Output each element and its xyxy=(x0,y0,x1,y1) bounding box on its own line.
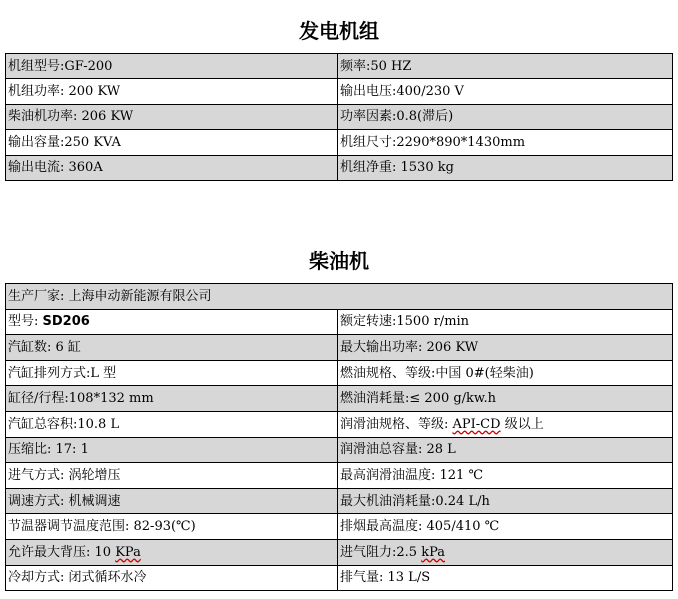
spec-cell: 节温器调节温度范围: 82-93(℃) xyxy=(6,514,338,540)
lube-grade-value: API-CD xyxy=(452,416,501,432)
spec-cell: 冷却方式: 闭式循环水冷 xyxy=(6,565,338,591)
spec-cell: 燃油消耗量:≤ 200 g/kw.h xyxy=(338,386,673,412)
model-value: SD206 xyxy=(42,314,90,330)
spec-cell: 机组尺寸:2290*890*1430mm xyxy=(338,130,673,155)
model-label: 型号: xyxy=(8,314,43,330)
table-row xyxy=(6,309,673,335)
spec-cell: 进气方式: 涡轮增压 xyxy=(6,463,338,489)
spec-cell: 输出电压:400/230 V xyxy=(338,79,673,104)
spec-cell: 缸径/行程:108*132 mm xyxy=(6,386,338,412)
spec-cell xyxy=(6,539,338,565)
spec-cell: 频率:50 HZ xyxy=(338,54,673,79)
table-row xyxy=(6,539,673,565)
table-row xyxy=(6,488,673,514)
intake-resistance-unit: kPa xyxy=(421,544,445,560)
section-title-diesel-engine: 柴油机 xyxy=(309,249,369,273)
spec-cell: 输出容量:250 KVA xyxy=(6,130,338,155)
table-row xyxy=(6,54,673,79)
back-pressure-unit: KPa xyxy=(115,544,141,560)
spec-cell: 机组功率: 200 KW xyxy=(6,79,338,104)
spec-cell: 调速方式: 机械调速 xyxy=(6,488,338,514)
model-cell xyxy=(6,309,338,335)
table-row xyxy=(6,463,673,489)
lube-grade-suffix: 级以上 xyxy=(500,416,544,432)
lube-spec-label: 润滑油规格、等级: xyxy=(340,416,453,432)
spec-cell: 最大输出功率: 206 KW xyxy=(338,335,673,361)
spec-cell: 机组净重: 1530 kg xyxy=(338,155,673,180)
table-row xyxy=(6,514,673,540)
spec-cell: 功率因素:0.8(滞后) xyxy=(338,104,673,129)
spec-cell xyxy=(338,411,673,437)
spec-cell: 排气量: 13 L/S xyxy=(338,565,673,591)
table-row xyxy=(6,79,673,104)
table-row xyxy=(6,360,673,386)
spec-cell: 输出电流: 360A xyxy=(6,155,338,180)
table-row xyxy=(6,104,673,129)
spec-cell: 汽缸排列方式:L 型 xyxy=(6,360,338,386)
spec-cell: 汽缸总容积:10.8 L xyxy=(6,411,338,437)
spec-cell: 最高润滑油温度: 121 ℃ xyxy=(338,463,673,489)
table-row xyxy=(6,386,673,412)
table-row xyxy=(6,130,673,155)
spec-cell: 排烟最高温度: 405/410 ℃ xyxy=(338,514,673,540)
spec-cell: 燃油规格、等级:中国 0#(轻柴油) xyxy=(338,360,673,386)
engine-spec-table xyxy=(5,283,673,591)
spec-cell: 额定转速:1500 r/min xyxy=(338,309,673,335)
spec-cell: 柴油机功率: 206 KW xyxy=(6,104,338,129)
table-row xyxy=(6,155,673,180)
section-title-generator-set: 发电机组 xyxy=(299,19,379,43)
table-row xyxy=(6,284,673,310)
spec-cell: 机组型号:GF-200 xyxy=(6,54,338,79)
generator-spec-table xyxy=(5,53,673,181)
spec-cell: 汽缸数: 6 缸 xyxy=(6,335,338,361)
spec-cell: 润滑油总容量: 28 L xyxy=(338,437,673,463)
table-row xyxy=(6,565,673,591)
intake-resistance-label: 进气阻力:2.5 xyxy=(340,544,422,560)
table-row xyxy=(6,335,673,361)
back-pressure-label: 允许最大背压: 10 xyxy=(8,544,116,560)
spec-cell: 最大机油消耗量:0.24 L/h xyxy=(338,488,673,514)
spec-cell: 压缩比: 17: 1 xyxy=(6,437,338,463)
table-row xyxy=(6,437,673,463)
spec-cell xyxy=(338,539,673,565)
table-row xyxy=(6,411,673,437)
manufacturer-cell: 生产厂家: 上海申动新能源有限公司 xyxy=(6,284,673,310)
